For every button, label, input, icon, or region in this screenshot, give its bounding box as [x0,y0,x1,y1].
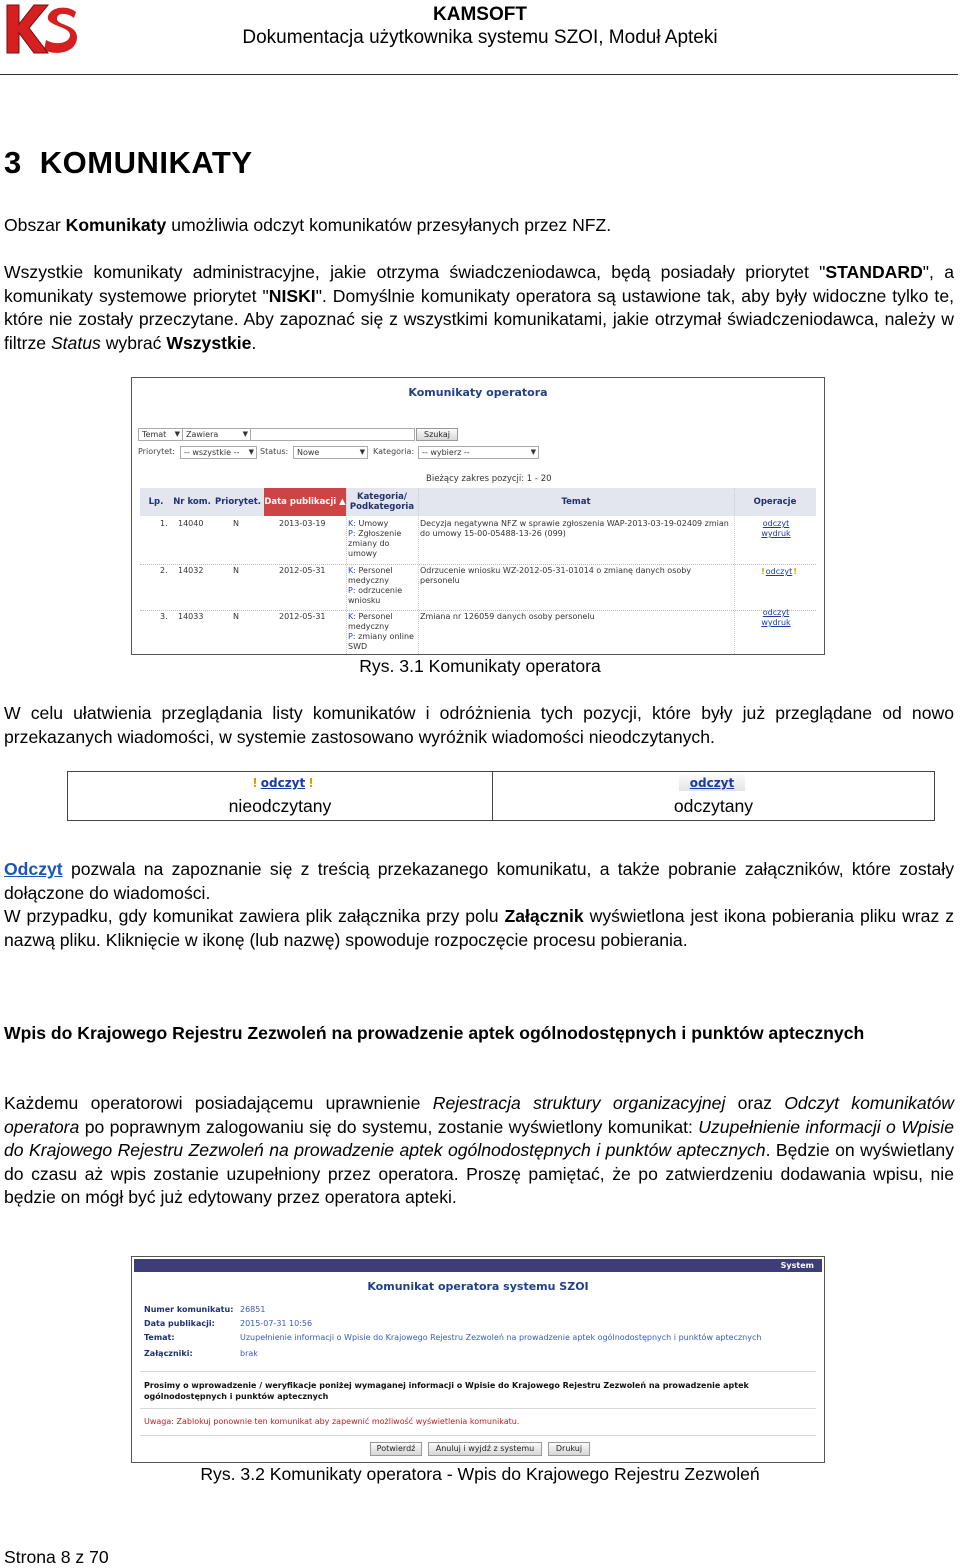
row2-nr: 14032 [178,566,204,575]
row1-priority: N [233,519,239,528]
paragraph-register-entry: Każdemu operatorowi posiadającemu uprawnienie Rejestracja struktury organizacyjnej oraz Odczyt komunikatów operatora po poprawnym zalogowaniu się do systemu, zostanie wyświetlony komunikat: Uzupełnienie informacji o Wpisie do Krajowego Rejestru Zezwoleń na prowadzenie aptek ogólnodostępnych i punktów aptecznych. Będzie on wyświetlany do czasu aż wpis zostanie uzupełniony przez operatora. Proszę pamiętać, że po zatwierdzeniu dodawania wpisu, nie będzie on mógł być już edytowany przez operatora apteki. [4,1093,955,1207]
row2-read-link-unread[interactable]: !odczyt! [761,567,797,576]
topic-label: Temat: [144,1333,175,1342]
row3-print-link[interactable]: wydruk [761,618,791,627]
col-operations: Operacje [753,497,797,507]
odczyt-link[interactable]: Odczyt [4,859,63,879]
row-divider [140,564,816,565]
attachments-label: Załączniki: [144,1349,193,1358]
chevron-down-icon: ▼ [248,448,254,456]
search-button[interactable]: Szukaj [416,428,458,441]
row1-print-link[interactable]: wydruk [761,529,791,538]
priority-label: Priorytet: [138,447,176,456]
header-document-title: Dokumentacja użytkownika systemu SZOI, Moduł Apteki [242,27,718,48]
filter-field-select[interactable]: Temat ▼ [138,428,183,441]
warning-icon: ! [793,567,797,576]
column-divider [734,488,735,654]
filter-operator-select[interactable]: Zawiera ▼ [182,428,251,441]
header-company: KAMSOFT [433,4,527,25]
fig2-title: Komunikat operatora systemu SZOI [367,1280,589,1293]
read-status-legend [67,771,935,821]
col-topic[interactable]: Temat [561,497,591,507]
publish-date-value: 2015-07-31 10:56 [240,1319,313,1328]
row1-lp: 1. [160,519,168,528]
row3-category: K: Personel medyczny P: zmiany online SWD [348,612,414,651]
divider [140,1408,816,1409]
section-number: 3 [4,145,22,180]
system-bar: System [134,1259,822,1272]
current-range: Bieżący zakres pozycji: 1 - 20 [426,474,552,484]
category-select[interactable]: -- wybierz -- ▼ [418,446,539,459]
row2-lp: 2. [160,566,168,575]
figure1-caption: Rys. 3.1 Komunikaty operatora [359,656,601,676]
row3-priority: N [233,612,239,621]
row1-date: 2013-03-19 [279,519,326,528]
row3-topic: Zmiana nr 126059 danych osoby personelu [420,612,595,621]
unread-label: nieodczytany [228,796,332,816]
filter-text-input[interactable] [250,428,415,441]
warning-note: Uwaga: Zablokuj ponownie ten komunikat aby zapewnić możliwość wyświetlenia komunikatu. [144,1417,520,1426]
status-label: Status: [260,447,289,456]
print-button[interactable]: Drukuj [548,1442,590,1456]
figure2-caption: Rys. 3.2 Komunikaty operatora - Wpis do Krajowego Rejestru Zezwoleń [200,1464,760,1484]
header-divider [0,74,958,75]
unread-read-button[interactable]: ! odczyt ! [252,776,314,790]
divider [140,1371,816,1372]
column-divider [346,488,347,654]
legend-unread-cell [68,772,492,820]
cancel-exit-button[interactable]: Anuluj i wyjdź z systemu [428,1442,542,1456]
row1-topic: Decyzja negatywna NFZ w sprawie zgłoszenia WAP-2013-03-19-02409 zmian do umowy 15-00-05488-13-26 (099) [420,519,729,538]
topic-value: Uzupełnienie informacji o Wpisie do Krajowego Rejestru Zezwoleń na prowadzenie aptek ogólnodostępnych i punktów aptecznych [240,1333,762,1342]
confirm-button[interactable]: Potwierdź [370,1442,422,1456]
figure-register-message-screenshot [131,1256,825,1463]
section-heading [4,145,253,181]
chevron-down-icon: ▼ [530,448,536,456]
paragraph-priorities: Wszystkie komunikaty administracyjne, jakie otrzyma świadczeniodawca, będą posiadały priorytet "STANDARD", a komunikaty systemowe priorytet "NISKI". Domyślnie komunikaty operatora są ustawione tak, aby były widoczne tylko te, które nie zostały przeczytane. Aby zapoznać się z wszystkimi komunikatami, jakie otrzymał świadczeniodawca, należy w filtrze Status wybrać Wszystkie. [4,262,954,353]
attachments-value: brak [240,1349,258,1358]
col-lp[interactable]: Lp. [148,497,164,507]
message-body: Prosimy o wprowadzenie / weryfikacje poniżej wymaganej informacji o Wpisie do Krajowego Rejestru Zezwoleń na prowadzenie aptek ogólnodostępnych i punktów aptecznych [144,1381,749,1401]
col-priority[interactable]: Priorytet. [214,497,262,507]
fig1-title: Komunikaty operatora [408,386,548,399]
chevron-down-icon: ▼ [359,448,365,456]
warning-icon: ! [252,776,258,790]
row2-topic: Odrzucenie wniosku WZ-2012-05-31-01014 o zmianę danych osoby personelu [420,566,692,585]
legend-read-cell [492,772,934,820]
publish-date-label: Data publikacji: [144,1319,215,1328]
read-button[interactable]: odczyt [679,775,745,791]
subheading-register: Wpis do Krajowego Rejestru Zezwoleń na prowadzenie aptek ogólnodostępnych i punktów aptecznych [4,1023,865,1043]
col-nr[interactable]: Nr kom. [173,497,211,507]
row-divider [140,610,816,611]
row1-read-link[interactable]: odczyt [762,519,790,528]
category-label: Kategoria: [373,447,415,456]
row1-category: K: Umowy P: Zgłoszenie zmiany do umowy [348,519,402,558]
read-label: odczytany [673,796,754,816]
warning-icon: ! [308,776,314,790]
row2-date: 2012-05-31 [279,566,326,575]
row1-nr: 14040 [178,519,204,528]
row2-priority: N [233,566,239,575]
warning-icon: ! [761,567,765,576]
status-select[interactable]: Nowe ▼ [293,446,368,459]
figure-operator-messages-screenshot [131,377,825,655]
section-title: KOMUNIKATY [39,145,253,180]
col-category[interactable]: Kategoria/ Podkategoria [349,492,415,512]
row3-nr: 14033 [178,612,204,621]
paragraph-attachment: W przypadku, gdy komunikat zawiera plik załącznika przy polu Załącznik wyświetlona jest ikona pobierania pliku wraz z nazwą pliku. Kliknięcie w ikonę (lub nazwę) spowoduje rozpoczęcie procesu pobierania. [4,906,954,950]
paragraph-read-link: Odczyt pozwala na zapoznanie się z treścią przekazanego komunikatu, a także pobranie załączników, które zostały dołączone do wiadomości. [4,859,954,903]
page-number: Strona 8 z 70 [4,1547,109,1567]
message-number-value: 26851 [240,1305,266,1314]
sort-up-icon: ▲ [339,497,346,507]
col-date[interactable]: Data publikacji ▲ [264,488,346,516]
paragraph-unread-marker: W celu ułatwienia przeglądania listy komunikatów i odróżnienia tych pozycji, które były już przeglądane od nowo przekazanych wiadomości, w systemie zastosowano wyróżnik wiadomości nieodczytanych. [4,703,954,747]
chevron-down-icon: ▼ [174,430,180,438]
message-number-label: Numer komunikatu: [144,1305,234,1314]
row2-category: K: Personel medyczny P: odrzucenie wniosku [348,566,403,605]
row3-read-link[interactable]: odczyt [762,608,790,617]
row3-date: 2012-05-31 [279,612,326,621]
row3-lp: 3. [160,612,168,621]
paragraph-intro: Obszar Komunikaty umożliwia odczyt komunikatów przesyłanych przez NFZ. [4,215,612,235]
priority-select[interactable]: -- wszystkie -- ▼ [180,446,257,459]
divider [140,1435,816,1436]
column-divider [418,488,419,654]
table-header [140,488,816,516]
chevron-down-icon: ▼ [242,430,248,438]
